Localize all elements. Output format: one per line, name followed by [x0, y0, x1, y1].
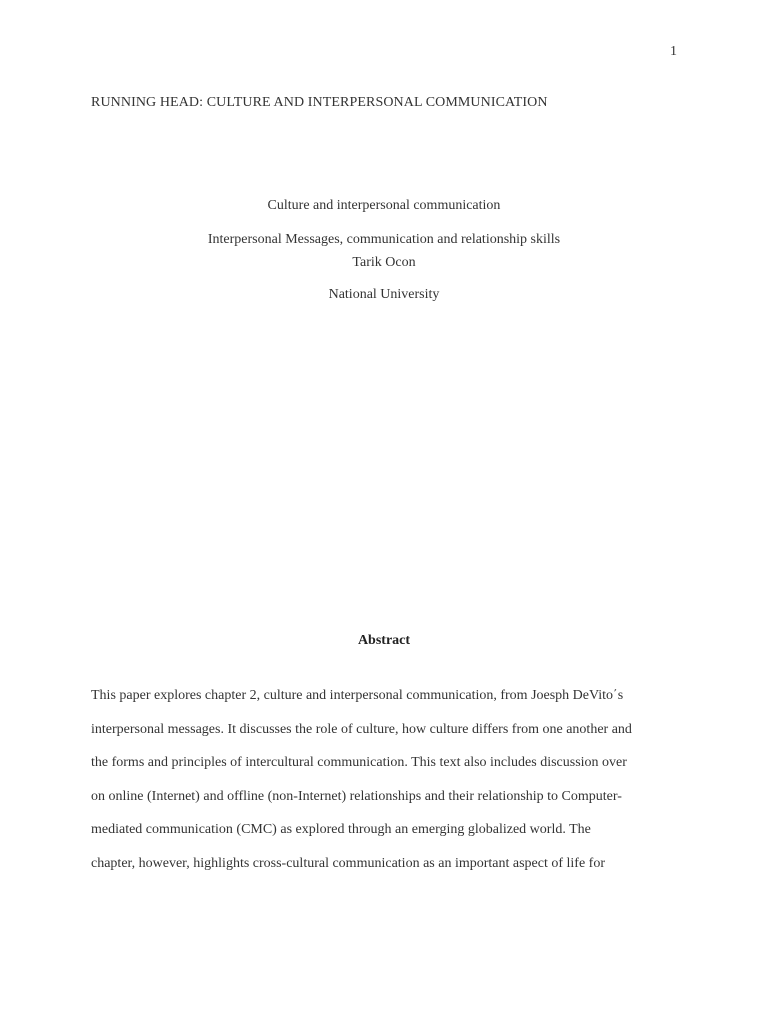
abstract-line: on online (Internet) and offline (non-Internet) relationships and their relationship to Computer- — [91, 788, 622, 804]
author-name: Tarik Ocon — [352, 255, 416, 270]
abstract-line: chapter, however, highlights cross-cultural communication as an important aspect of life for — [91, 855, 605, 871]
paper-subtitle: Interpersonal Messages, communication and relationship skills — [207, 232, 561, 247]
abstract-heading: Abstract — [357, 633, 411, 648]
abstract-body — [91, 686, 681, 888]
abstract-line: mediated communication (CMC) as explored through an emerging globalized world. The — [91, 822, 591, 838]
running-head: RUNNING HEAD: CULTURE AND INTERPERSONAL COMMUNICATION — [91, 95, 548, 110]
abstract-line: This paper explores chapter 2, culture and interpersonal communication, from Joesph DeVito΄s — [91, 688, 624, 703]
paper-title: Culture and interpersonal communication — [267, 198, 501, 213]
abstract-line: interpersonal messages. It discusses the role of culture, how culture differs from one another and — [91, 721, 632, 737]
page-number: 1 — [670, 44, 677, 59]
abstract-line: the forms and principles of intercultural communication. This text also includes discussion over — [91, 755, 627, 771]
institution-name: National University — [328, 287, 440, 302]
